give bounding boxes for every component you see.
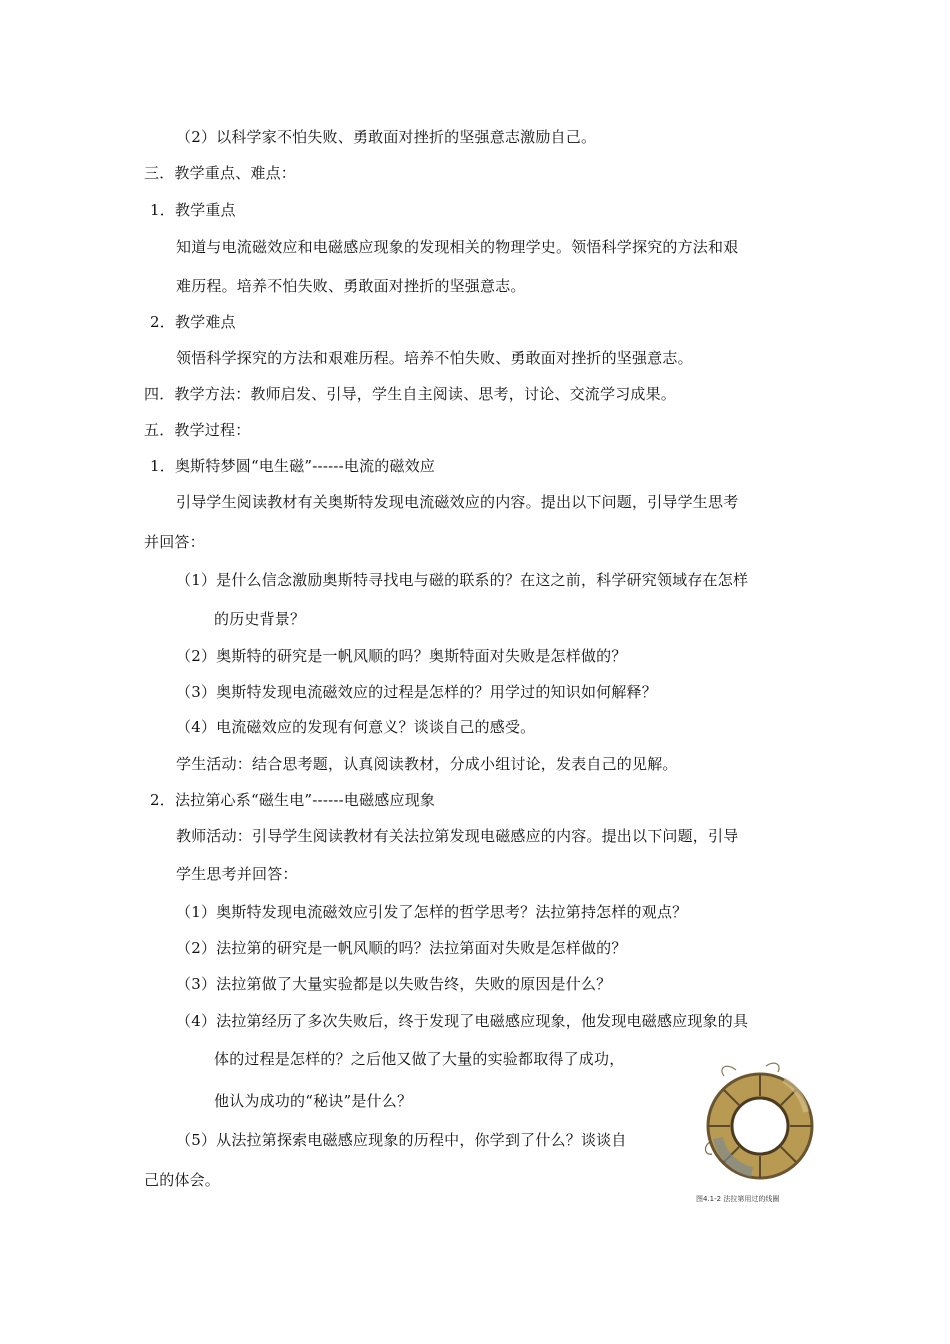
question-item: （1）奥斯特发现电流磁效应引发了怎样的哲学思考？法拉第持怎样的观点？: [176, 903, 688, 921]
text-line: （2）以科学家不怕失败、勇敢面对挫折的坚强意志激励自己。: [176, 128, 597, 146]
text-line: 知道与电流磁效应和电磁感应现象的发现相关的物理学史。领悟科学探究的方法和艰: [176, 238, 739, 256]
section-heading: 三．教学重点、难点：: [144, 164, 297, 182]
question-item: （2）奥斯特的研究是一帆风顺的吗？奥斯特面对失败是怎样做的？: [176, 647, 627, 665]
question-item: （3）奥斯特发现电流磁效应的过程是怎样的？用学过的知识如何解释？: [176, 683, 657, 701]
question-item: （2）法拉第的研究是一帆风顺的吗？法拉第面对失败是怎样做的？: [176, 939, 627, 957]
text-line: 引导学生阅读教材有关奥斯特发现电流磁效应的内容。提出以下问题，引导学生思考: [176, 493, 739, 511]
subsection-heading: 2．法拉第心系“磁生电”------电磁感应现象: [150, 791, 436, 809]
question-continuation: 的历史背景？: [214, 610, 306, 628]
coil-ring-image: [696, 1060, 826, 1192]
question-continuation: 他认为成功的“秘诀”是什么？: [214, 1092, 413, 1110]
section-heading: 四．教学方法：教师启发、引导，学生自主阅读、思考，讨论、交流学习成果。: [144, 385, 677, 403]
section-heading: 五．教学过程：: [144, 421, 251, 439]
subsection-heading: 1．教学重点: [150, 201, 236, 219]
subsection-heading: 2．教学难点: [150, 313, 236, 331]
question-item: （1）是什么信念激励奥斯特寻找电与磁的联系的？在这之前，科学研究领域存在怎样: [176, 571, 749, 589]
question-item: （5）从法拉第探索电磁感应现象的历程中，你学到了什么？谈谈自: [176, 1131, 627, 1149]
question-item: （4）电流磁效应的发现有何意义？谈谈自己的感受。: [176, 718, 536, 736]
text-line: 领悟科学探究的方法和艰难历程。培养不怕失败、勇敢面对挫折的坚强意志。: [176, 349, 693, 367]
text-line: 难历程。培养不怕失败、勇敢面对挫折的坚强意志。: [176, 277, 526, 295]
text-line: 教师活动：引导学生阅读教材有关法拉第发现电磁感应的内容。提出以下问题，引导: [176, 827, 739, 845]
question-continuation: 体的过程是怎样的？之后他又做了大量的实验都取得了成功，: [214, 1050, 625, 1068]
subsection-heading: 1．奥斯特梦圆“电生磁”------电流的磁效应: [150, 457, 436, 475]
text-line: 己的体会。: [144, 1171, 221, 1189]
figure-caption: 图4.1-2 法拉第用过的线圈: [696, 1195, 780, 1203]
faraday-coil-figure: [696, 1060, 826, 1210]
question-item: （3）法拉第做了大量实验都是以失败告终，失败的原因是什么？: [176, 975, 612, 993]
question-item: （4）法拉第经历了多次失败后，终于发现了电磁感应现象，他发现电磁感应现象的具: [176, 1012, 749, 1030]
text-line: 并回答：: [144, 533, 205, 551]
text-line: 学生思考并回答：: [176, 865, 298, 883]
text-line: 学生活动：结合思考题，认真阅读教材，分成小组讨论，发表自己的见解。: [176, 755, 678, 773]
